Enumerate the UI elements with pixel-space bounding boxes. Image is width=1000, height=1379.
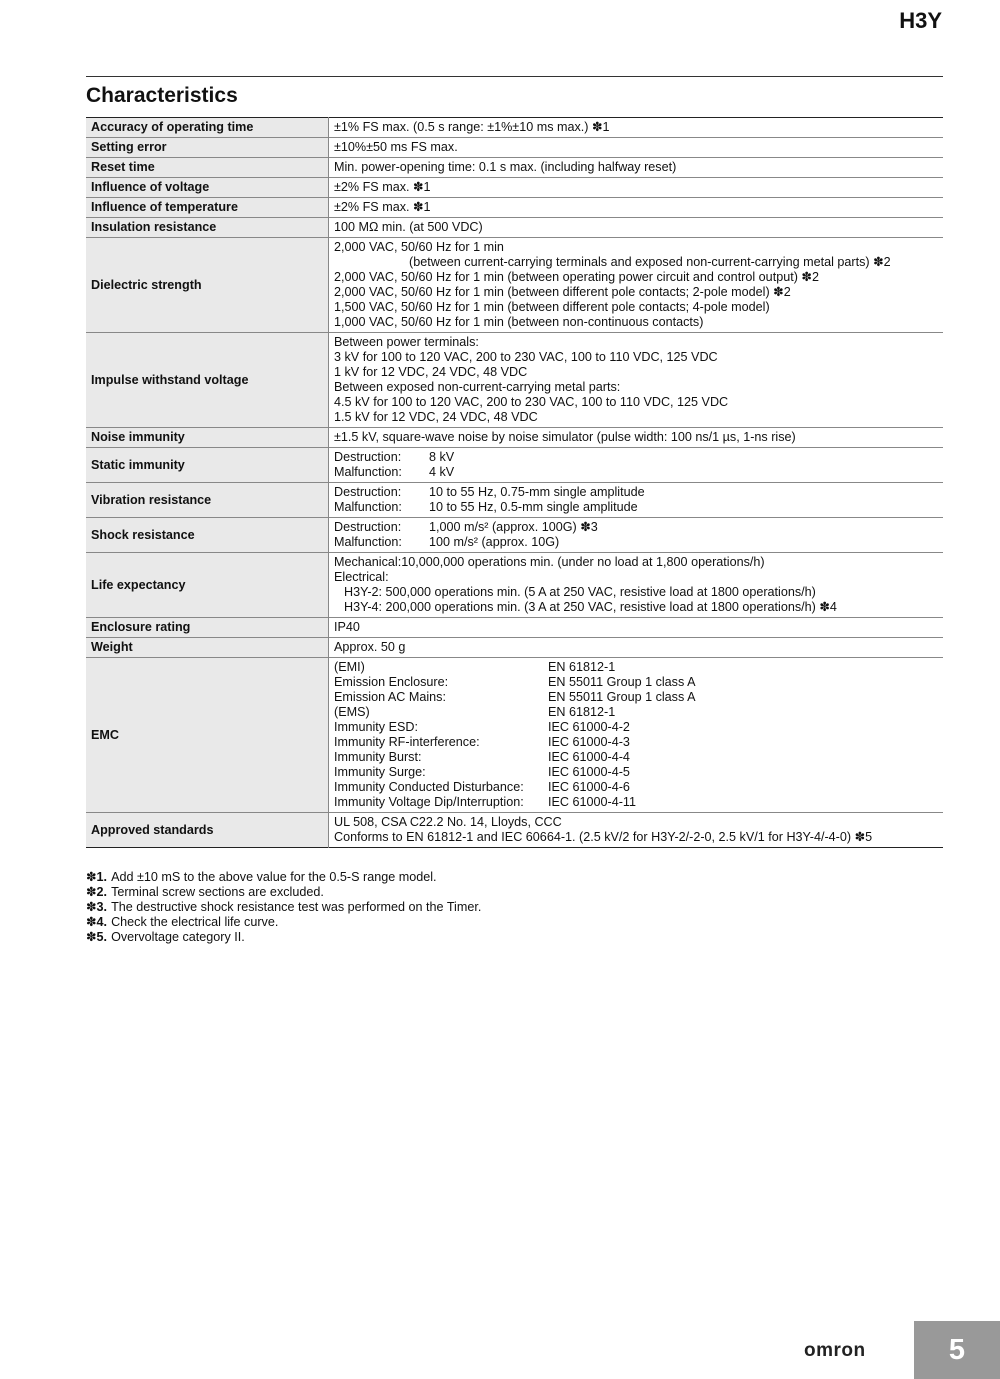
value-line: Mechanical:10,000,000 operations min. (under no load at 1,800 operations/h): [334, 555, 765, 569]
row-value: [329, 333, 944, 428]
value-line: ±2% FS max. ✽1: [334, 200, 431, 214]
characteristics-table: [86, 117, 943, 848]
row-value: [329, 448, 944, 483]
table-row: [86, 658, 943, 813]
value-line: 4.5 kV for 100 to 120 VAC, 200 to 230 VAC, 100 to 110 VDC, 125 VDC: [334, 395, 729, 409]
pair-key: Malfunction:: [334, 500, 402, 514]
model-name: H3Y: [899, 8, 942, 33]
footnote: [86, 885, 481, 900]
table-row: [86, 218, 943, 238]
footnote-text: Overvoltage category II.: [111, 930, 245, 944]
pair-key: (EMS): [334, 705, 370, 719]
pair-value: 1,000 m/s² (approx. 100G) ✽3: [429, 520, 598, 534]
row-value: [329, 518, 944, 553]
row-label: Shock resistance: [86, 518, 329, 553]
table-row: [86, 158, 943, 178]
value-pair: [334, 720, 938, 735]
pair-value: IEC 61000-4-4: [548, 750, 630, 764]
value-line: ±10%±50 ms FS max.: [334, 140, 458, 154]
row-label: Influence of temperature: [86, 198, 329, 218]
table-row: [86, 333, 943, 428]
value-pair: [334, 535, 938, 550]
value-line: Conforms to EN 61812-1 and IEC 60664-1. (2.5 kV/2 for H3Y-2/-2-0, 2.5 kV/1 for H3Y-4/-4-0) ✽5: [334, 830, 873, 844]
value-line: IP40: [334, 620, 360, 634]
row-value: [329, 658, 944, 813]
pair-value: EN 61812-1: [548, 705, 616, 719]
value-line: H3Y-2: 500,000 operations min. (5 A at 250 VAC, resistive load at 1800 operations/h): [344, 585, 816, 599]
pair-key: Immunity ESD:: [334, 720, 418, 734]
row-label: Influence of voltage: [86, 178, 329, 198]
footnote-text: The destructive shock resistance test was performed on the Timer.: [111, 900, 482, 914]
value-pair: [334, 705, 938, 720]
row-label: Reset time: [86, 158, 329, 178]
value-line: UL 508, CSA C22.2 No. 14, Lloyds, CCC: [334, 815, 562, 829]
pair-key: Immunity RF-interference:: [334, 735, 480, 749]
pair-value: IEC 61000-4-3: [548, 735, 630, 749]
row-label: Insulation resistance: [86, 218, 329, 238]
pair-value: 10 to 55 Hz, 0.5-mm single amplitude: [429, 500, 638, 514]
pair-value: IEC 61000-4-6: [548, 780, 630, 794]
value-line: 3 kV for 100 to 120 VAC, 200 to 230 VAC, 100 to 110 VDC, 125 VDC: [334, 350, 718, 364]
row-value: [329, 118, 944, 138]
value-line: (between current-carrying terminals and exposed non-current-carrying metal parts) ✽2: [409, 255, 891, 269]
row-value: [329, 553, 944, 618]
footnote-mark: ✽3.: [86, 900, 108, 914]
row-value: [329, 198, 944, 218]
row-value: [329, 158, 944, 178]
value-line: H3Y-4: 200,000 operations min. (3 A at 250 VAC, resistive load at 1800 operations/h) ✽4: [344, 600, 837, 614]
table-row: [86, 118, 943, 138]
value-line: ±1% FS max. (0.5 s range: ±1%±10 ms max.) ✽1: [334, 120, 610, 134]
footnote: [86, 930, 481, 945]
value-line: 2,000 VAC, 50/60 Hz for 1 min: [334, 240, 504, 254]
value-pair: [334, 765, 938, 780]
page-number: 5: [914, 1321, 1000, 1379]
value-pair: [334, 690, 938, 705]
row-label: Life expectancy: [86, 553, 329, 618]
row-label: Enclosure rating: [86, 618, 329, 638]
pair-value: EN 55011 Group 1 class A: [548, 675, 696, 689]
row-value: [329, 428, 944, 448]
row-label: Approved standards: [86, 813, 329, 848]
table-row: [86, 428, 943, 448]
pair-key: Malfunction:: [334, 465, 402, 479]
pair-key: Emission Enclosure:: [334, 675, 449, 689]
row-label: EMC: [86, 658, 329, 813]
row-value: [329, 218, 944, 238]
pair-key: Immunity Surge:: [334, 765, 426, 779]
footnote-mark: ✽2.: [86, 885, 108, 899]
value-line: Electrical:: [334, 570, 389, 584]
footnote-mark: ✽4.: [86, 915, 108, 929]
row-label: Impulse withstand voltage: [86, 333, 329, 428]
pair-value: 100 m/s² (approx. 10G): [429, 535, 560, 549]
omron-logo: omron: [804, 1340, 866, 1361]
value-line: Approx. 50 g: [334, 640, 406, 654]
pair-key: Immunity Burst:: [334, 750, 422, 764]
table-row: [86, 618, 943, 638]
footnote-text: Check the electrical life curve.: [111, 915, 279, 929]
row-value: [329, 638, 944, 658]
row-label: Dielectric strength: [86, 238, 329, 333]
value-pair: [334, 660, 938, 675]
footnote: [86, 900, 481, 915]
table-row: [86, 198, 943, 218]
table-row: [86, 638, 943, 658]
table-row: [86, 553, 943, 618]
value-line: 2,000 VAC, 50/60 Hz for 1 min (between different pole contacts; 2-pole model) ✽2: [334, 285, 791, 299]
value-pair: [334, 450, 938, 465]
pair-value: IEC 61000-4-5: [548, 765, 630, 779]
row-value: [329, 618, 944, 638]
table-row: [86, 813, 943, 848]
pair-key: (EMI): [334, 660, 365, 674]
value-pair: [334, 500, 938, 515]
row-value: [329, 238, 944, 333]
pair-value: EN 61812-1: [548, 660, 616, 674]
pair-value: IEC 61000-4-2: [548, 720, 630, 734]
footnote-mark: ✽5.: [86, 930, 108, 944]
footnote-text: Add ±10 mS to the above value for the 0.5-S range model.: [111, 870, 437, 884]
row-label: Accuracy of operating time: [86, 118, 329, 138]
value-line: Min. power-opening time: 0.1 s max. (including halfway reset): [334, 160, 677, 174]
value-pair: [334, 520, 938, 535]
value-pair: [334, 675, 938, 690]
pair-key: Emission AC Mains:: [334, 690, 446, 704]
pair-value: EN 55011 Group 1 class A: [548, 690, 696, 704]
value-line: Between power terminals:: [334, 335, 479, 349]
pair-value: 10 to 55 Hz, 0.75-mm single amplitude: [429, 485, 645, 499]
row-label: Vibration resistance: [86, 483, 329, 518]
footnotes: [86, 870, 481, 945]
value-pair: [334, 735, 938, 750]
value-line: 1,500 VAC, 50/60 Hz for 1 min (between different pole contacts; 4-pole model): [334, 300, 770, 314]
pair-key: Immunity Conducted Disturbance:: [334, 780, 524, 794]
value-pair: [334, 795, 938, 810]
value-line: 1.5 kV for 12 VDC, 24 VDC, 48 VDC: [334, 410, 538, 424]
pair-key: Malfunction:: [334, 535, 402, 549]
header-rule: [86, 76, 943, 77]
table-row: [86, 238, 943, 333]
row-value: [329, 483, 944, 518]
pair-value: 8 kV: [429, 450, 455, 464]
table-row: [86, 178, 943, 198]
footnote: [86, 915, 481, 930]
pair-key: Destruction:: [334, 520, 402, 534]
pair-value: IEC 61000-4-11: [548, 795, 636, 809]
value-pair: [334, 485, 938, 500]
value-line: ±1.5 kV, square-wave noise by noise simulator (pulse width: 100 ns/1 µs, 1-ns rise): [334, 430, 796, 444]
value-line: 1 kV for 12 VDC, 24 VDC, 48 VDC: [334, 365, 528, 379]
row-label: Static immunity: [86, 448, 329, 483]
value-pair: [334, 750, 938, 765]
table-row: [86, 138, 943, 158]
pair-key: Destruction:: [334, 485, 402, 499]
footnote-mark: ✽1.: [86, 870, 108, 884]
row-label: Setting error: [86, 138, 329, 158]
value-line: Between exposed non-current-carrying metal parts:: [334, 380, 621, 394]
value-line: ±2% FS max. ✽1: [334, 180, 431, 194]
row-value: [329, 138, 944, 158]
pair-value: 4 kV: [429, 465, 455, 479]
table-row: [86, 518, 943, 553]
section-title: Characteristics: [86, 84, 238, 107]
row-label: Noise immunity: [86, 428, 329, 448]
pair-key: Immunity Voltage Dip/Interruption:: [334, 795, 524, 809]
footnote-text: Terminal screw sections are excluded.: [111, 885, 324, 899]
value-pair: [334, 780, 938, 795]
row-label: Weight: [86, 638, 329, 658]
row-value: [329, 813, 944, 848]
table-row: [86, 448, 943, 483]
table-row: [86, 483, 943, 518]
footnote: [86, 870, 481, 885]
value-line: 1,000 VAC, 50/60 Hz for 1 min (between non-continuous contacts): [334, 315, 704, 329]
value-line: 2,000 VAC, 50/60 Hz for 1 min (between operating power circuit and control output) ✽2: [334, 270, 819, 284]
row-value: [329, 178, 944, 198]
value-line: 100 MΩ min. (at 500 VDC): [334, 220, 483, 234]
value-pair: [334, 465, 938, 480]
pair-key: Destruction:: [334, 450, 402, 464]
